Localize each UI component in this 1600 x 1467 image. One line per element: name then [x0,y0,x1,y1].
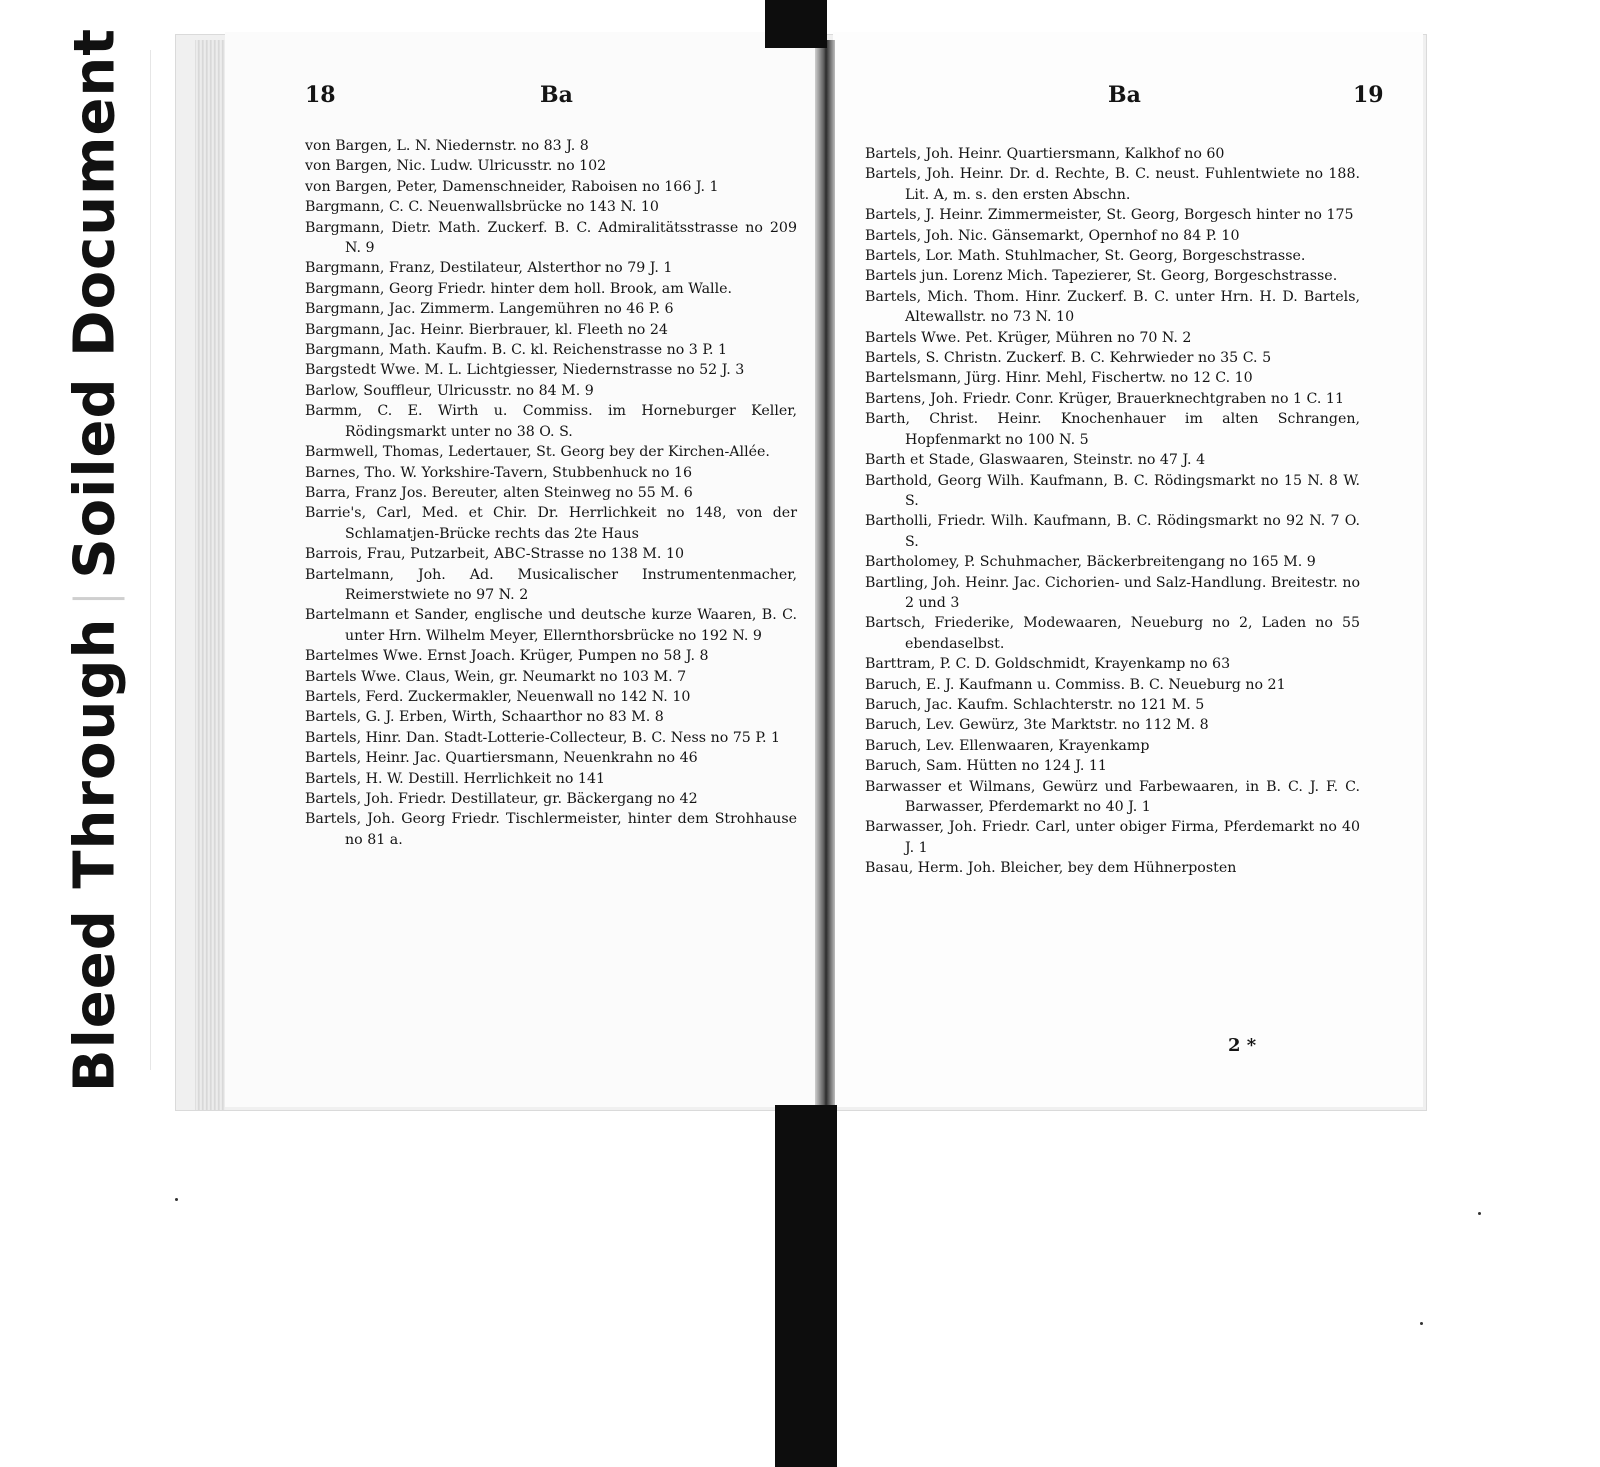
directory-entry: Barrie's, Carl, Med. et Chir. Dr. Herrlichkeit no 148, von der Schlamatjen-Brücke rechts das 2te Haus [305,505,797,542]
directory-entry: Bargmann, Jac. Heinr. Bierbrauer, kl. Fleeth no 24 [305,321,668,338]
directory-entry: Bargmann, Dietr. Math. Zuckerf. B. C. Admiralitätsstrasse no 209 N. 9 [305,219,797,257]
directory-entry: Barwasser, Joh. Friedr. Carl, unter obiger Firma, Pferdemarkt no 40 J. 1 [865,819,1360,856]
directory-entry: Bartels Wwe. Pet. Krüger, Mühren no 70 N. 2 [865,329,1192,346]
directory-entry: Baruch, Sam. Hütten no 124 J. 11 [865,758,1107,775]
directory-entry: Bartens, Joh. Friedr. Conr. Krüger, Brauerknechtgraben no 1 C. 11 [865,390,1344,407]
directory-entry: Bartsch, Friederike, Modewaaren, Neueburg no 2, Laden no 55 ebendaselbst. [865,615,1360,652]
bleed-through-label: Bleed Through [62,617,128,1093]
dust-speck [1478,1212,1481,1215]
directory-entry: Barthold, Georg Wilh. Kaufmann, B. C. Rödingsmarkt no 15 N. 8 W. S. [865,472,1360,509]
directory-entry: Bartels, J. Heinr. Zimmermeister, St. Georg, Borgesch hinter no 175 [865,207,1354,224]
directory-entry: Bartels, Joh. Heinr. Dr. d. Rechte, B. C. neust. Fuhlentwiete no 188. Lit. A, m. s. den ersten Abschn. [865,166,1360,203]
directory-entry: Bargstedt Wwe. M. L. Lichtgiesser, Niedernstrasse no 52 J. 3 [305,362,745,379]
directory-entry: Bartels, Hinr. Dan. Stadt-Lotterie-Collecteur, B. C. Ness no 75 P. 1 [305,729,781,746]
directory-entry: Barmm, C. E. Wirth u. Commiss. im Horneburger Keller, Rödingsmarkt unter no 38 O. S. [305,403,797,440]
directory-entry: Bartels, H. W. Destill. Herrlichkeit no 141 [305,770,605,787]
soiled-document-label: Soiled Document [62,27,128,579]
directory-entry: Bartels, Ferd. Zuckermakler, Neuenwall no 142 N. 10 [305,688,691,705]
book-gutter [815,40,835,1108]
directory-entry: Bartelsmann, Jürg. Hinr. Mehl, Fischertw. no 12 C. 10 [865,370,1253,387]
directory-entry: Bartling, Joh. Heinr. Jac. Cichorien- und Salz-Handlung. Breitestr. no 2 und 3 [865,574,1360,611]
directory-entry: Bartels, Mich. Thom. Hinr. Zuckerf. B. C. unter Hrn. H. D. Bartels, Altewallstr. no 73 N. 10 [865,288,1360,326]
right-page-number: 19 [1353,82,1384,108]
left-section-key: Ba [540,82,573,108]
directory-entry: Barttram, P. C. D. Goldschmidt, Krayenkamp no 63 [865,656,1231,673]
directory-entry: Bargmann, Jac. Zimmerm. Langemühren no 46 P. 6 [305,301,674,318]
directory-entry: Bartels, Joh. Friedr. Destillateur, gr. Bäckergang no 42 [305,791,698,807]
directory-entry: Bartelmann, Joh. Ad. Musicalischer Instrumentenmacher, Reimerstwiete no 97 N. 2 [305,566,797,603]
directory-entry: von Bargen, Peter, Damenschneider, Raboisen no 166 J. 1 [305,178,719,195]
directory-entry: Barnes, Tho. W. Yorkshire-Tavern, Stubbenhuck no 16 [305,464,692,481]
directory-entry: Bartels jun. Lorenz Mich. Tapezierer, St. Georg, Borgeschstrasse. [865,268,1338,285]
binding-clip-bottom [775,1105,837,1467]
archival-condition-label [40,27,151,1093]
right-page [833,32,1423,1107]
directory-entry: Barwasser et Wilmans, Gewürz und Farbewaaren, in B. C. J. F. C. Barwasser, Pferdemarkt no 40 J. 1 [865,778,1360,815]
directory-entry: Barrois, Frau, Putzarbeit, ABC-Strasse no 138 M. 10 [305,546,684,563]
directory-entry: Baruch, Jac. Kaufm. Schlachterstr. no 121 M. 5 [865,696,1205,713]
directory-entry: Bargmann, Math. Kaufm. B. C. kl. Reichenstrasse no 3 P. 1 [305,342,728,359]
directory-entry: Baruch, Lev. Gewürz, 3te Marktstr. no 112 M. 8 [865,717,1209,734]
directory-entry: Barth et Stade, Glaswaaren, Steinstr. no 47 J. 4 [865,452,1206,469]
right-section-key: Ba [1108,82,1141,108]
directory-entry: Barlow, Souffleur, Ulricusstr. no 84 M. 9 [305,382,594,399]
directory-entry: Bargmann, Franz, Destilateur, Alsterthor no 79 J. 1 [305,260,673,277]
directory-entry: Barmwell, Thomas, Ledertauer, St. Georg bey der Kirchen-Allée. [305,444,770,461]
directory-entry: Bargmann, C. C. Neuenwallsbrücke no 143 N. 10 [305,199,659,216]
directory-entry: Bartholli, Friedr. Wilh. Kaufmann, B. C. Rödingsmarkt no 92 N. 7 O. S. [865,513,1360,550]
directory-entry: von Bargen, Nic. Ludw. Ulricusstr. no 102 [305,158,607,175]
left-page-number: 18 [305,82,336,108]
directory-entry: Bartholomey, P. Schuhmacher, Bäckerbreitengang no 165 M. 9 [865,554,1316,571]
left-directory-entries [305,136,797,850]
directory-entry: Bartels, S. Christn. Zuckerf. B. C. Kehrwieder no 35 C. 5 [865,350,1272,367]
directory-entry: Bargmann, Georg Friedr. hinter dem holl. Brook, am Walle. [305,280,733,297]
binding-clip-top [765,0,827,48]
directory-entry: Basau, Herm. Joh. Bleicher, bey dem Hühnerposten [865,860,1237,877]
directory-entry: Bartels, Heinr. Jac. Quartiersmann, Neuenkrahn no 46 [305,750,698,767]
dust-speck [175,1198,178,1201]
page-edges [195,40,225,1110]
directory-entry: Bartels, Joh. Georg Friedr. Tischlermeister, hinter dem Strohhause no 81 a. [305,811,797,848]
directory-entry: Barth, Christ. Heinr. Knochenhauer im alten Schrangen, Hopfenmarkt no 100 N. 5 [865,411,1360,448]
directory-entry: Bartels Wwe. Claus, Wein, gr. Neumarkt no 103 M. 7 [305,668,687,685]
right-directory-entries [865,144,1360,879]
left-running-head [225,82,817,122]
directory-entry: Bartels, G. J. Erben, Wirth, Schaarthor no 83 M. 8 [305,709,664,726]
directory-entry: von Bargen, L. N. Niedernstr. no 83 J. 8 [305,138,589,154]
directory-entry: Bartels, Joh. Heinr. Quartiersmann, Kalkhof no 60 [865,146,1225,162]
dust-speck [1420,1322,1423,1325]
directory-entry: Bartels, Lor. Math. Stuhlmacher, St. Georg, Borgeschstrasse. [865,248,1306,265]
directory-entry: Baruch, Lev. Ellenwaaren, Krayenkamp [865,737,1150,754]
left-page [225,32,817,1107]
right-running-head [833,82,1423,122]
directory-entry: Bartelmann et Sander, englische und deutsche kurze Waaren, B. C. unter Hrn. Wilhelm Meyer, Ellernthorsbrücke no 192 N. 9 [305,607,797,644]
directory-entry: Bartels, Joh. Nic. Gänsemarkt, Opernhof no 84 P. 10 [865,227,1240,244]
label-separator [72,597,124,600]
signature-mark: 2 * [1228,1035,1257,1056]
archival-label-text [63,28,128,1092]
directory-entry: Baruch, E. J. Kaufmann u. Commiss. B. C. Neueburg no 21 [865,676,1286,693]
directory-entry: Bartelmes Wwe. Ernst Joach. Krüger, Pumpen no 58 J. 8 [305,648,709,665]
directory-entry: Barra, Franz Jos. Bereuter, alten Steinweg no 55 M. 6 [305,484,693,501]
